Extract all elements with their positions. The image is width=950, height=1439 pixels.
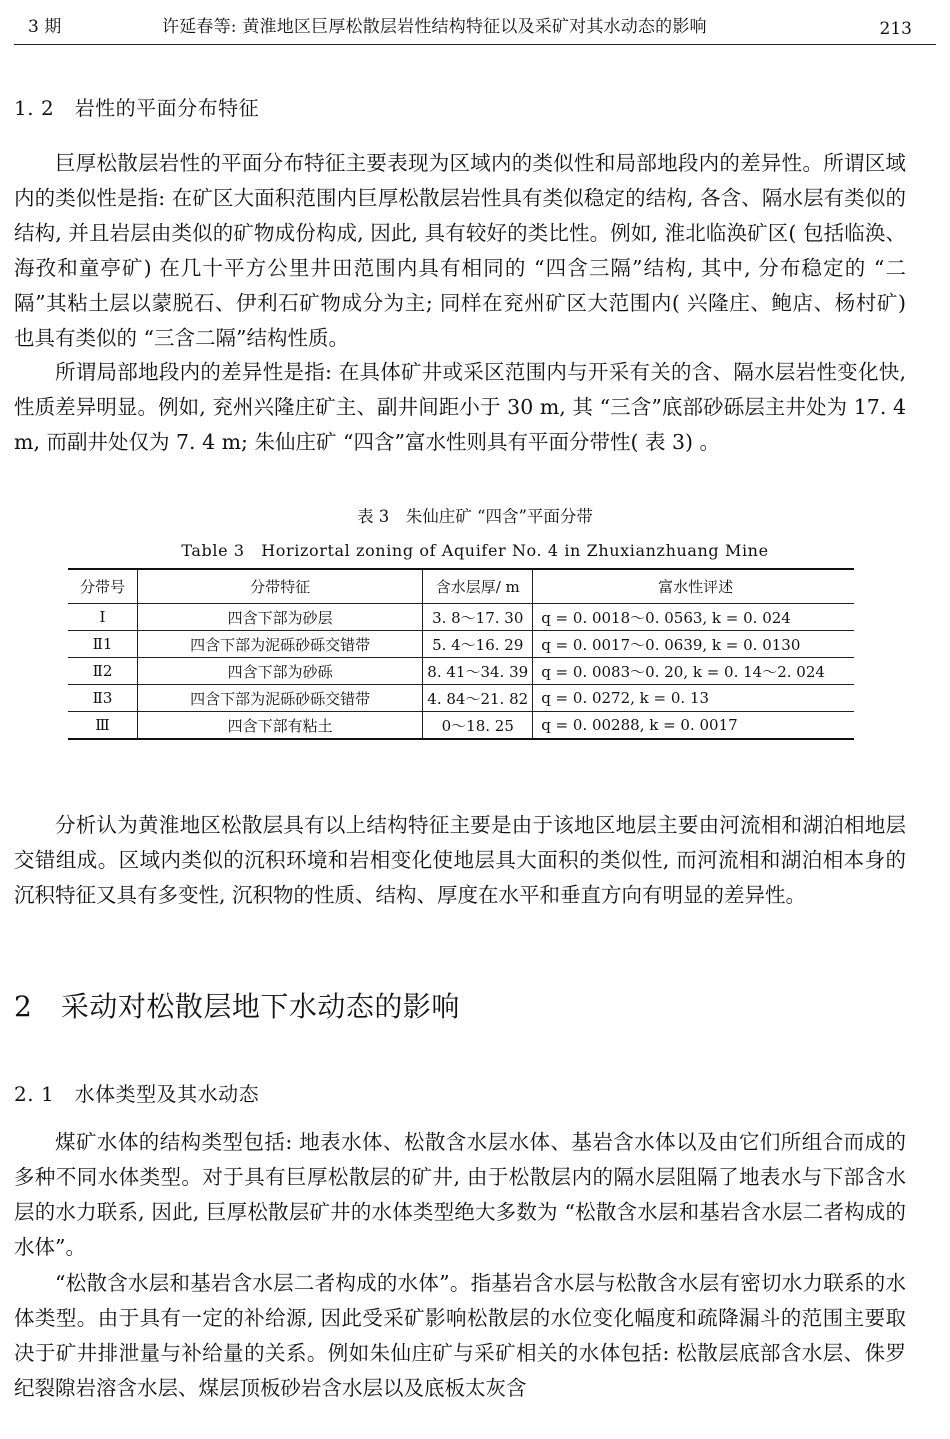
thickness-cell: 3. 8～17. 30 [423, 604, 533, 631]
table-row [68, 631, 854, 658]
feature-cell: 四含下部有粘土 [138, 712, 423, 740]
table-3 [68, 568, 854, 740]
table-header-cell: 含水层厚/ m [423, 569, 533, 604]
zone-cell: Ⅱ1 [68, 631, 138, 658]
feature-cell: 四含下部为砂砾 [138, 658, 423, 685]
assessment-cell: q = 0. 0083～0. 20, k = 0. 14～2. 024 [533, 658, 854, 685]
assessment-cell: q = 0. 0017～0. 0639, k = 0. 0130 [533, 631, 854, 658]
section-2-1-heading: 2. 1 水体类型及其水动态 [14, 1082, 260, 1106]
paragraph-analysis: 分析认为黄淮地区松散层具有以上结构特征主要是由于该地区地层主要由河流相和湖泊相地层交错组成。区域内类似的沉积环境和岩相变化使地层具大面积的类似性, 而河流相和湖泊相本身的沉积特征又具有多变性, 沉积物的性质、结构、厚度在水平和垂直方向有明显的差异性。 [14, 813, 906, 907]
paragraph-regional-similarity: 巨厚松散层岩性的平面分布特征主要表现为区域内的类似性和局部地段内的差异性。所谓区域内的类似性是指: 在矿区大面积范围内巨厚松散层岩性具有类似稳定的结构, 各含、隔水层有类似的结构, 并且岩层由类似的矿物成份构成, 因此, 具有较好的类比性。例如, 淮北临涣矿区( 包括临涣、海孜和童亭矿) 在几十平方公里井田范围内具有相同的 “四含三隔”结构, 其中, 分布稳定的 “二隔”其粘土层以蒙脱石、伊利石矿物成分为主; 同样在兖州矿区大范围内( 兴隆庄、鲍店、杨村矿) 也具有类似的 “三含二隔”结构性质。 [14, 151, 906, 350]
paragraph-combined-aquifer: “松散含水层和基岩含水层二者构成的水体”。指基岩含水层与松散含水层有密切水力联系的水体类型。由于具有一定的补给源, 因此受采矿影响松散层的水位变化幅度和疏降漏斗的范围主要取决于矿井排泄量与补给量的关系。例如朱仙庄矿与采矿相关的水体包括: 松散层底部含水层、侏罗纪裂隙岩溶含水层、煤层顶板砂岩含水层以及底板太灰含 [14, 1271, 906, 1400]
table-header-row [68, 569, 854, 604]
section-1-2-heading: 1. 2 岩性的平面分布特征 [14, 96, 260, 120]
paragraph-local-difference: 所谓局部地段内的差异性是指: 在具体矿井或采区范围内与开采有关的含、隔水层岩性变化快, 性质差异明显。例如, 兖州兴隆庄矿主、副井间距小于 30 m, 其 “三含”底部砂砾层主井处为 17. 4 m, 而副井处仅为 7. 4 m; 朱仙庄矿 “四含”富水性则具有平面分带性( 表 3) 。 [14, 360, 906, 454]
zone-cell: Ⅱ2 [68, 658, 138, 685]
issue-number: 3 期 [28, 17, 62, 37]
feature-cell: 四含下部为泥砾砂砾交错带 [138, 631, 423, 658]
table-row [68, 658, 854, 685]
section-2-heading: 2 采动对松散层地下水动态的影响 [14, 990, 460, 1023]
thickness-cell: 0～18. 25 [423, 712, 533, 740]
page-header [14, 10, 936, 45]
feature-cell: 四含下部为砂层 [138, 604, 423, 631]
feature-cell: 四含下部为泥砾砂砾交错带 [138, 685, 423, 712]
table-header-cell: 分带号 [68, 569, 138, 604]
table-row [68, 685, 854, 712]
zone-cell: Ⅰ [68, 604, 138, 631]
zone-cell: Ⅲ [68, 712, 138, 740]
paragraph-water-body-types: 煤矿水体的结构类型包括: 地表水体、松散含水层水体、基岩含水体以及由它们所组合而成的多种不同水体类型。对于具有巨厚松散层的矿井, 由于松散层内的隔水层阻隔了地表水与下部含水层的水力联系, 因此, 巨厚松散层矿井的水体类型绝大多数为 “松散含水层和基岩含水层二者构成的水体”。 [14, 1130, 906, 1259]
table-caption-en: Table 3 Horizortal zoning of Aquifer No. 4 in Zhuxianzhuang Mine [181, 541, 769, 560]
table-header-cell: 富水性评述 [533, 569, 854, 604]
assessment-cell: q = 0. 0272, k = 0. 13 [533, 685, 854, 712]
thickness-cell: 4. 84～21. 82 [423, 685, 533, 712]
table-row [68, 712, 854, 740]
assessment-cell: q = 0. 0018～0. 0563, k = 0. 024 [533, 604, 854, 631]
thickness-cell: 5. 4～16. 29 [423, 631, 533, 658]
assessment-cell: q = 0. 00288, k = 0. 0017 [533, 712, 854, 740]
page-number: 213 [879, 19, 912, 39]
running-title: 许延春等: 黄淮地区巨厚松散层岩性结构特征以及采矿对其水动态的影响 [162, 17, 707, 37]
thickness-cell: 8. 41～34. 39 [423, 658, 533, 685]
table-row [68, 604, 854, 631]
zone-cell: Ⅱ3 [68, 685, 138, 712]
table-caption-cn: 表 3 朱仙庄矿 “四含”平面分带 [357, 507, 593, 526]
table-header-cell: 分带特征 [138, 569, 423, 604]
